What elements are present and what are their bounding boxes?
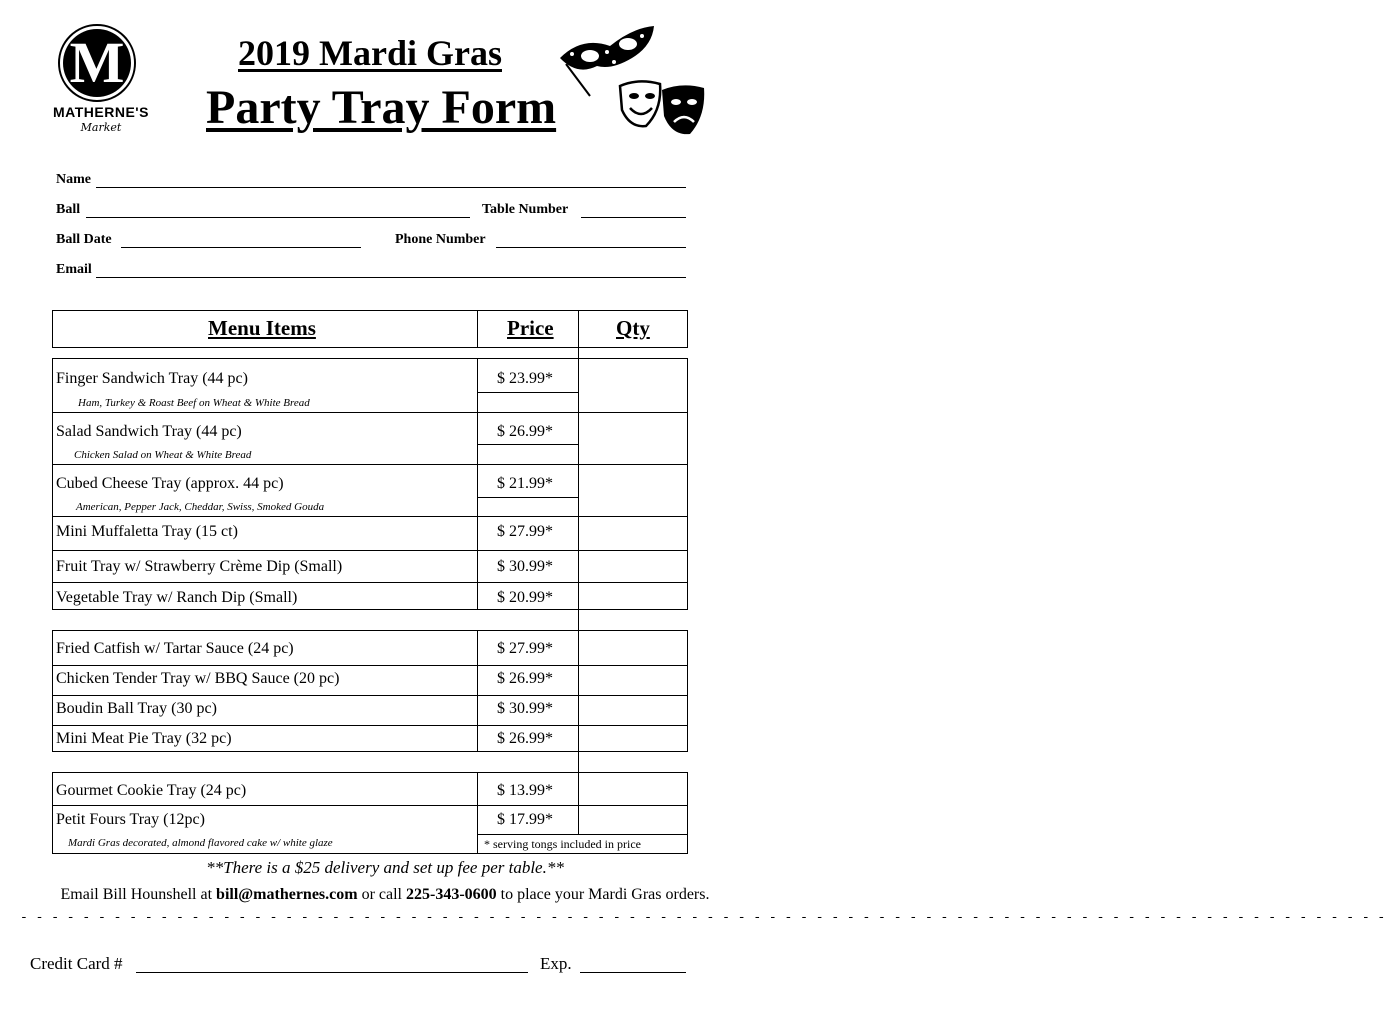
price-chicken-tender: $ 26.99* <box>497 670 553 687</box>
qty-salad-sandwich[interactable] <box>580 414 686 462</box>
delivery-fee-note: **There is a $25 delivery and set up fee per table.** <box>206 858 564 877</box>
desc-petit-fours: Mardi Gras decorated, almond flavored cake w/ white glaze <box>68 837 333 849</box>
qty-petit-fours[interactable] <box>580 807 686 833</box>
table-header-box <box>52 310 688 348</box>
price-fruit-tray: $ 30.99* <box>497 558 553 575</box>
table-number-label: Table Number <box>482 202 569 217</box>
theater-masks-icon <box>616 76 708 142</box>
price-salad-sandwich: $ 26.99* <box>497 423 553 440</box>
exp-label: Exp. <box>540 954 572 973</box>
phone-number-label: Phone Number <box>395 232 486 247</box>
credit-card-label: Credit Card # <box>30 954 123 973</box>
qty-fried-catfish[interactable] <box>580 632 686 663</box>
menu-item-finger-sandwich: Finger Sandwich Tray (44 pc) <box>56 370 248 387</box>
price-mini-meat-pie: $ 26.99* <box>497 730 553 747</box>
header-qty: Qty <box>616 316 650 340</box>
qty-gourmet-cookie[interactable] <box>580 774 686 803</box>
email-field[interactable] <box>96 277 686 278</box>
price-cubed-cheese: $ 21.99* <box>497 475 553 492</box>
qty-mini-muffaletta[interactable] <box>580 518 686 548</box>
desc-cubed-cheese: American, Pepper Jack, Cheddar, Swiss, Smoked Gouda <box>76 501 325 513</box>
qty-finger-sandwich[interactable] <box>580 360 686 410</box>
menu-item-mini-meat-pie: Mini Meat Pie Tray (32 pc) <box>56 730 232 747</box>
menu-item-fruit-tray: Fruit Tray w/ Strawberry Crème Dip (Small) <box>56 558 343 575</box>
price-fried-catfish: $ 27.99* <box>497 640 553 657</box>
ball-date-field[interactable] <box>121 247 361 248</box>
menu-item-fried-catfish: Fried Catfish w/ Tartar Sauce (24 pc) <box>56 640 294 657</box>
logo-sub: Market <box>80 121 122 134</box>
credit-card-field[interactable] <box>136 972 528 973</box>
price-boudin-ball: $ 30.99* <box>497 700 553 717</box>
contact-line: Email Bill Hounshell at bill@mathernes.com or call 225-343-0600 to place your Mardi Gras orders. <box>60 886 710 903</box>
header-menu-items: Menu Items <box>208 316 316 340</box>
tongs-note: * serving tongs included in price <box>484 837 641 851</box>
price-gourmet-cookie: $ 13.99* <box>497 782 553 799</box>
menu-item-boudin-ball: Boudin Ball Tray (30 pc) <box>56 700 217 717</box>
desc-finger-sandwich: Ham, Turkey & Roast Beef on Wheat & White Bread <box>78 397 310 409</box>
menu-item-mini-muffaletta: Mini Muffaletta Tray (15 ct) <box>56 523 238 540</box>
exp-field[interactable] <box>580 972 686 973</box>
contact-email[interactable]: bill@mathernes.com <box>216 886 358 903</box>
qty-cubed-cheese[interactable] <box>580 466 686 514</box>
menu-item-gourmet-cookie: Gourmet Cookie Tray (24 pc) <box>56 782 247 799</box>
page-title: Party Tray Form <box>206 81 557 134</box>
ball-date-label: Ball Date <box>56 232 112 247</box>
desc-salad-sandwich: Chicken Salad on Wheat & White Bread <box>74 449 252 461</box>
menu-item-cubed-cheese: Cubed Cheese Tray (approx. 44 pc) <box>56 475 284 492</box>
qty-boudin-ball[interactable] <box>580 697 686 723</box>
menu-item-chicken-tender: Chicken Tender Tray w/ BBQ Sauce (20 pc) <box>56 670 340 687</box>
price-vegetable-tray: $ 20.99* <box>497 589 553 606</box>
email-label: Email <box>56 262 92 277</box>
menu-item-salad-sandwich: Salad Sandwich Tray (44 pc) <box>56 423 242 440</box>
phone-number-field[interactable] <box>496 247 686 248</box>
qty-vegetable-tray[interactable] <box>580 584 686 608</box>
qty-fruit-tray[interactable] <box>580 552 686 580</box>
title-year: 2019 Mardi Gras <box>238 33 502 73</box>
menu-item-petit-fours: Petit Fours Tray (12pc) <box>56 811 205 828</box>
price-finger-sandwich: $ 23.99* <box>497 370 553 387</box>
contact-phone[interactable]: 225-343-0600 <box>406 886 497 903</box>
logo-letter: M <box>63 29 131 97</box>
table-number-field[interactable] <box>581 217 686 218</box>
ball-label: Ball <box>56 202 81 217</box>
name-label: Name <box>56 172 91 187</box>
menu-item-vegetable-tray: Vegetable Tray w/ Ranch Dip (Small) <box>56 589 298 606</box>
header-price: Price <box>507 316 554 340</box>
ball-field[interactable] <box>86 217 470 218</box>
qty-chicken-tender[interactable] <box>580 667 686 693</box>
name-field[interactable] <box>96 187 686 188</box>
qty-mini-meat-pie[interactable] <box>580 727 686 750</box>
price-petit-fours: $ 17.99* <box>497 811 553 828</box>
cut-line-divider: - - - - - - - - - - - - - - - - - - - - - - - - - - - - - - - - - - - - - - - - - - - - - - - - - - - - - - - - - - - - - - - - - - - - - - - - - - - - - - - - - - - - - - - - <box>20 910 1385 925</box>
logo-name: MATHERNE'S <box>53 104 149 120</box>
price-mini-muffaletta: $ 27.99* <box>497 523 553 540</box>
